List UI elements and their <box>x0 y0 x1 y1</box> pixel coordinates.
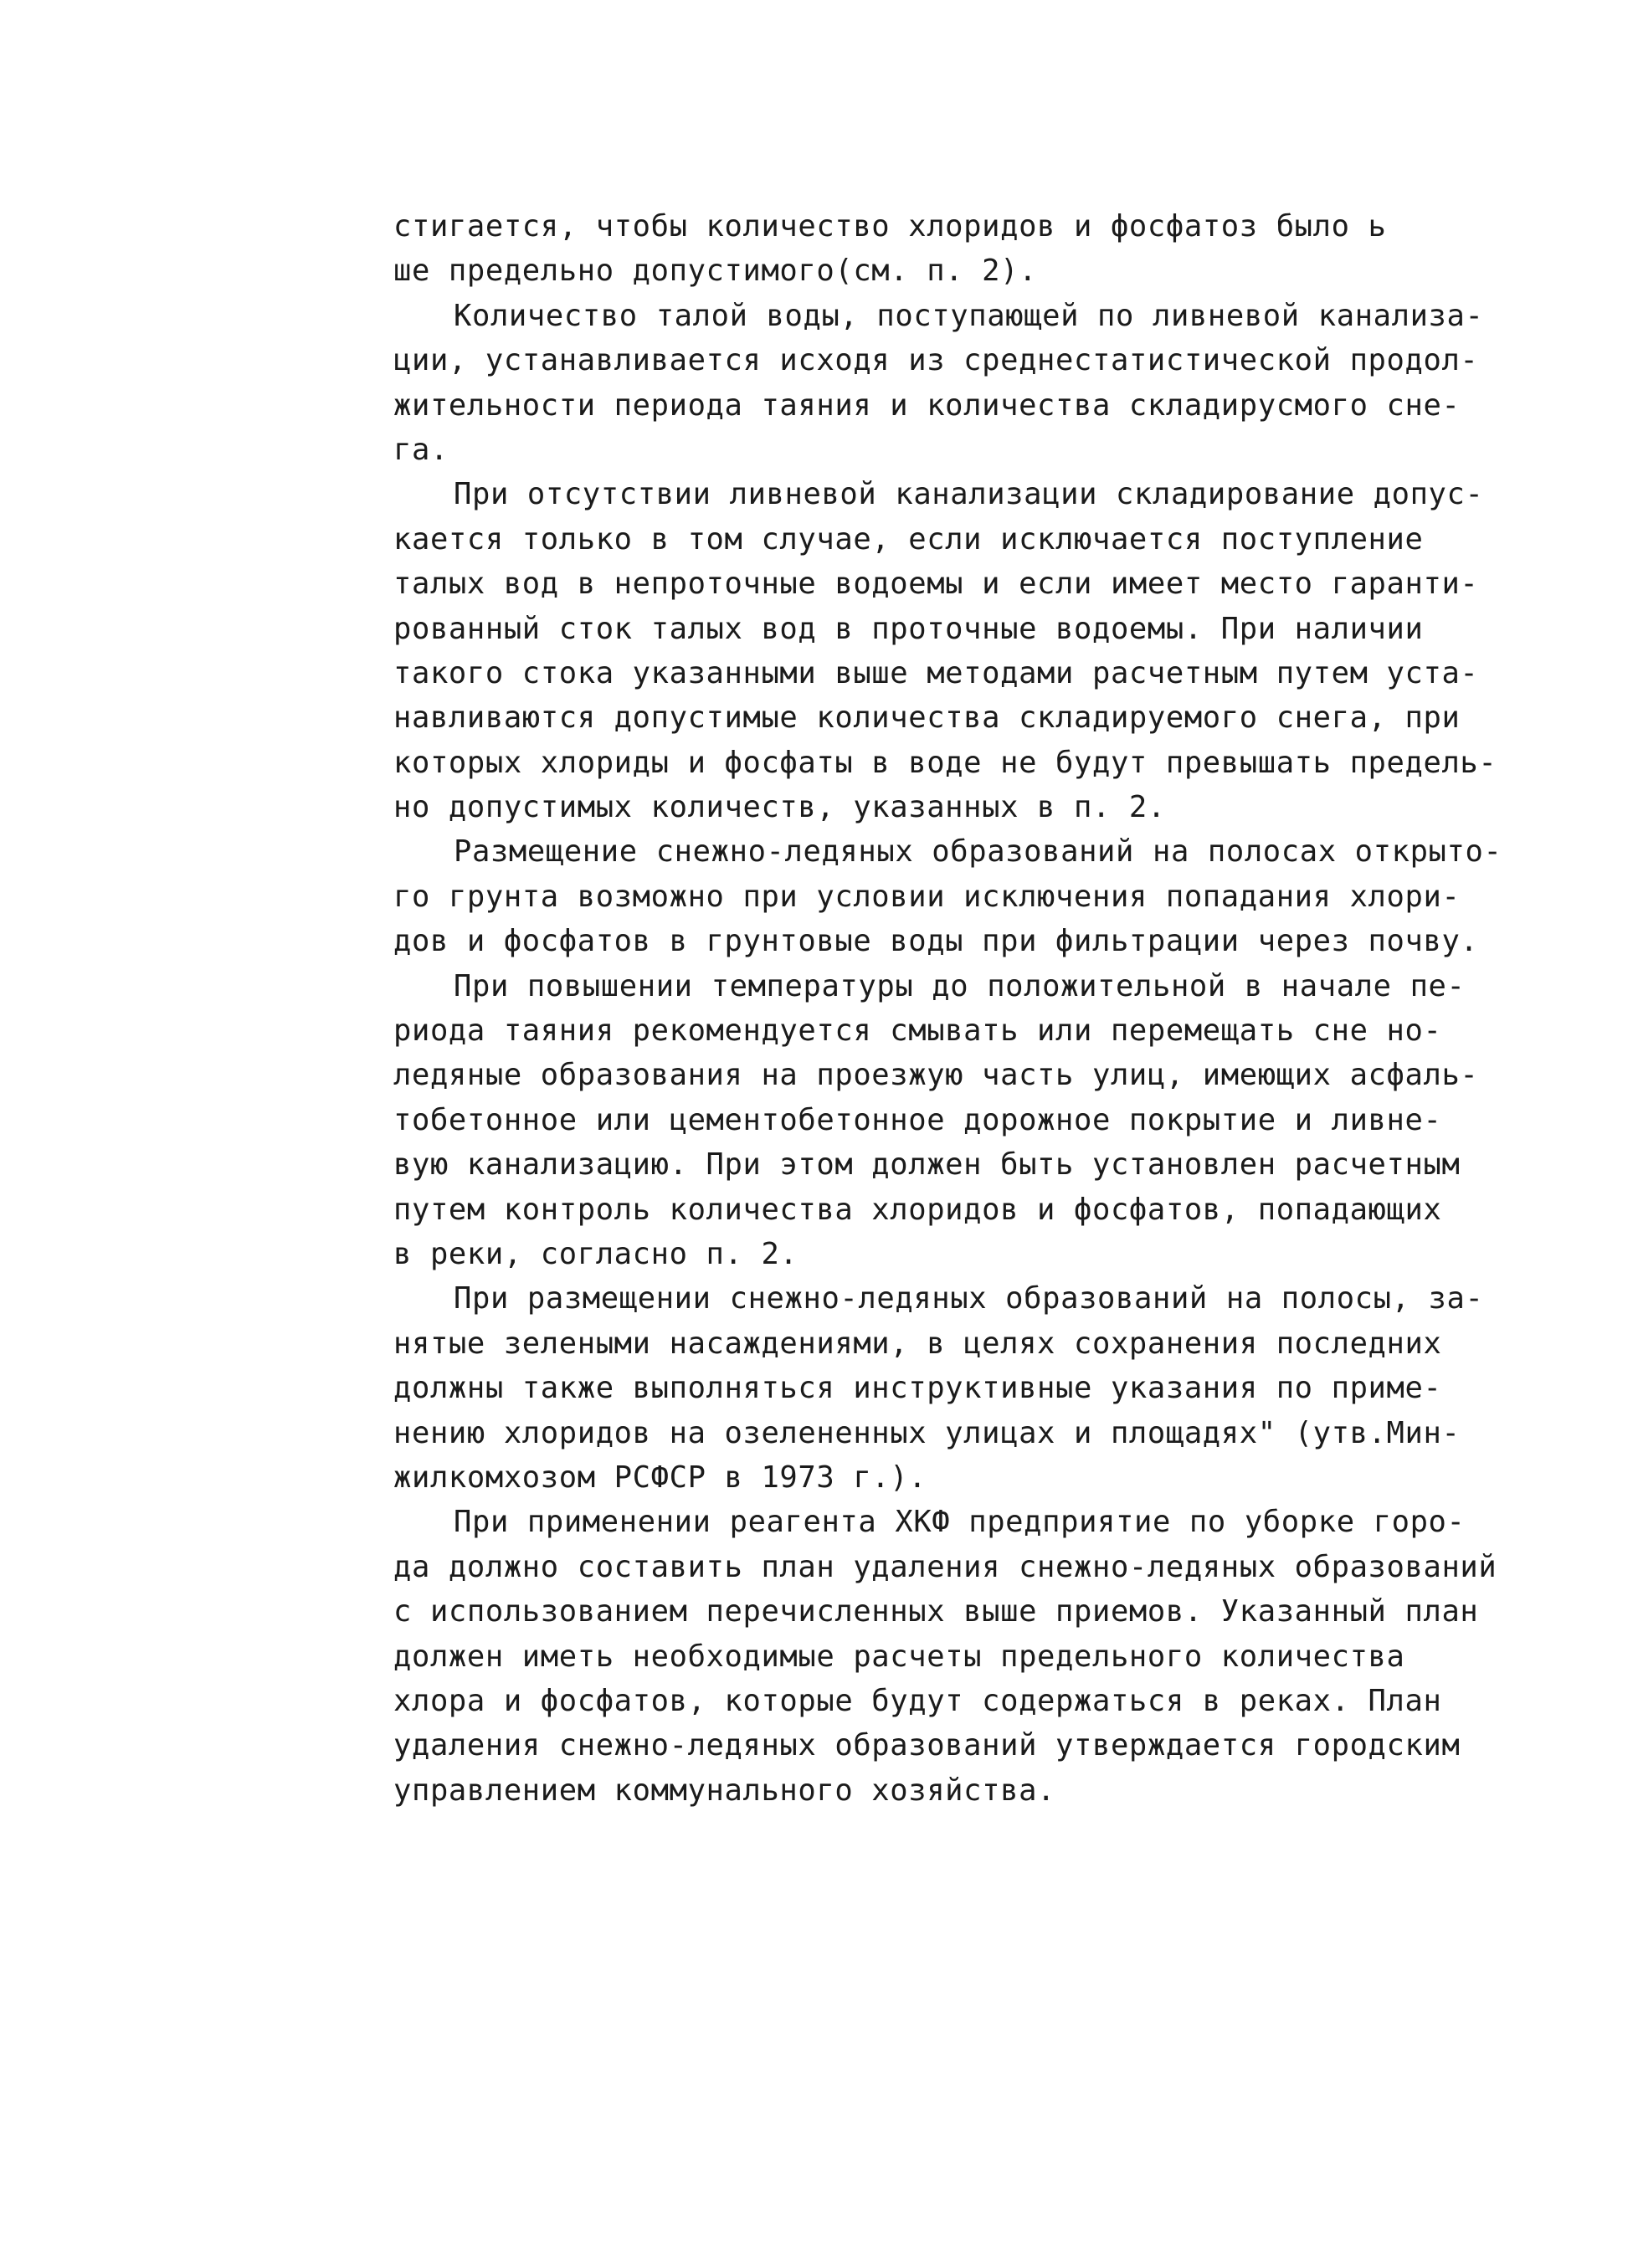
text-line: При размещении снежно-ледяных образований на полосы, за- <box>454 1281 1484 1316</box>
text-line: рованный сток талых вод в проточные водоемы. При наличии <box>393 611 1424 646</box>
text-line: должен иметь необходимые расчеты предельного количества <box>393 1639 1405 1674</box>
paragraph <box>393 1500 1497 1813</box>
text-line: риода таяния рекомендуется смывать или перемещать сне но- <box>393 1013 1442 1049</box>
text-line: ше предельно допустимого(см. п. 2). <box>393 254 1038 289</box>
text-line: При повышении температуры до положительной в начале пе- <box>454 968 1466 1003</box>
text-line: Количество талой воды, поступающей по ливневой канализа- <box>454 298 1484 333</box>
text-line: тобетонное или цементобетонное дорожное покрытие и ливне- <box>393 1102 1442 1137</box>
text-line: кается только в том случае, если исключается поступление <box>393 521 1424 557</box>
text-line: в реки, согласно п. 2. <box>393 1236 798 1271</box>
text-line: дов и фосфатов в грунтовые воды при фильтрации через почву. <box>393 924 1479 959</box>
text-line: да должно составить план удаления снежно-ледяных образований <box>393 1549 1497 1584</box>
text-line: При отсутствии ливневой канализации складирование допус- <box>454 477 1484 512</box>
text-line: навливаются допустимые количества складируемого снега, при <box>393 700 1461 736</box>
paragraph <box>393 1276 1490 1500</box>
paragraph <box>393 204 1490 294</box>
text-line: должны также выполняться инструктивные указания по приме- <box>393 1371 1442 1406</box>
document-body <box>393 204 1502 1813</box>
text-line: хлора и фосфатов, которые будут содержаться в реках. План <box>393 1683 1442 1718</box>
text-line: такого стока указанными выше методами расчетным путем уста- <box>393 655 1479 690</box>
paragraph <box>393 472 1497 829</box>
text-line: вую канализацию. При этом должен быть установлен расчетным <box>393 1147 1461 1183</box>
paragraph <box>393 829 1502 963</box>
text-line: ледяные образования на проезжую часть улиц, имеющих асфаль- <box>393 1058 1479 1093</box>
text-line: го грунта возможно при условии исключения попадания хлори- <box>393 879 1461 914</box>
text-line: нению хлоридов на озелененных улицах и площадях" (утв.Мин- <box>393 1415 1461 1450</box>
text-line: управлением коммунального хозяйства. <box>393 1773 1056 1808</box>
text-line: путем контроль количества хлоридов и фосфатов, попадающих <box>393 1192 1442 1227</box>
text-line: которых хлориды и фосфаты в воде не будут превышать предель- <box>393 745 1497 780</box>
text-line: нятые зелеными насаждениями, в целях сохранения последних <box>393 1326 1442 1361</box>
text-line: При применении реагента ХКФ предприятие по уборке горо- <box>454 1505 1466 1540</box>
text-line: га. <box>393 432 449 467</box>
text-line: с использованием перечисленных выше приемов. Указанный план <box>393 1594 1479 1629</box>
text-line: ции, устанавливается исходя из среднестатистической продол- <box>393 343 1479 378</box>
text-line: Размещение снежно-ледяных образований на полосах открыто- <box>454 834 1502 870</box>
text-line: удаления снежно-ледяных образований утверждается городским <box>393 1728 1461 1763</box>
text-line: жительности периода таяния и количества складирусмого сне- <box>393 387 1461 423</box>
paragraph <box>393 294 1490 473</box>
text-line: жилкомхозом РСФСР в 1973 г.). <box>393 1460 927 1495</box>
paragraph <box>393 964 1490 1277</box>
text-line: стигается, чтобы количество хлоридов и фосфатоз было ь <box>393 209 1387 244</box>
text-line: талых вод в непроточные водоемы и если имеет место гаранти- <box>393 567 1479 602</box>
text-line: но допустимых количеств, указанных в п. 2. <box>393 790 1166 825</box>
